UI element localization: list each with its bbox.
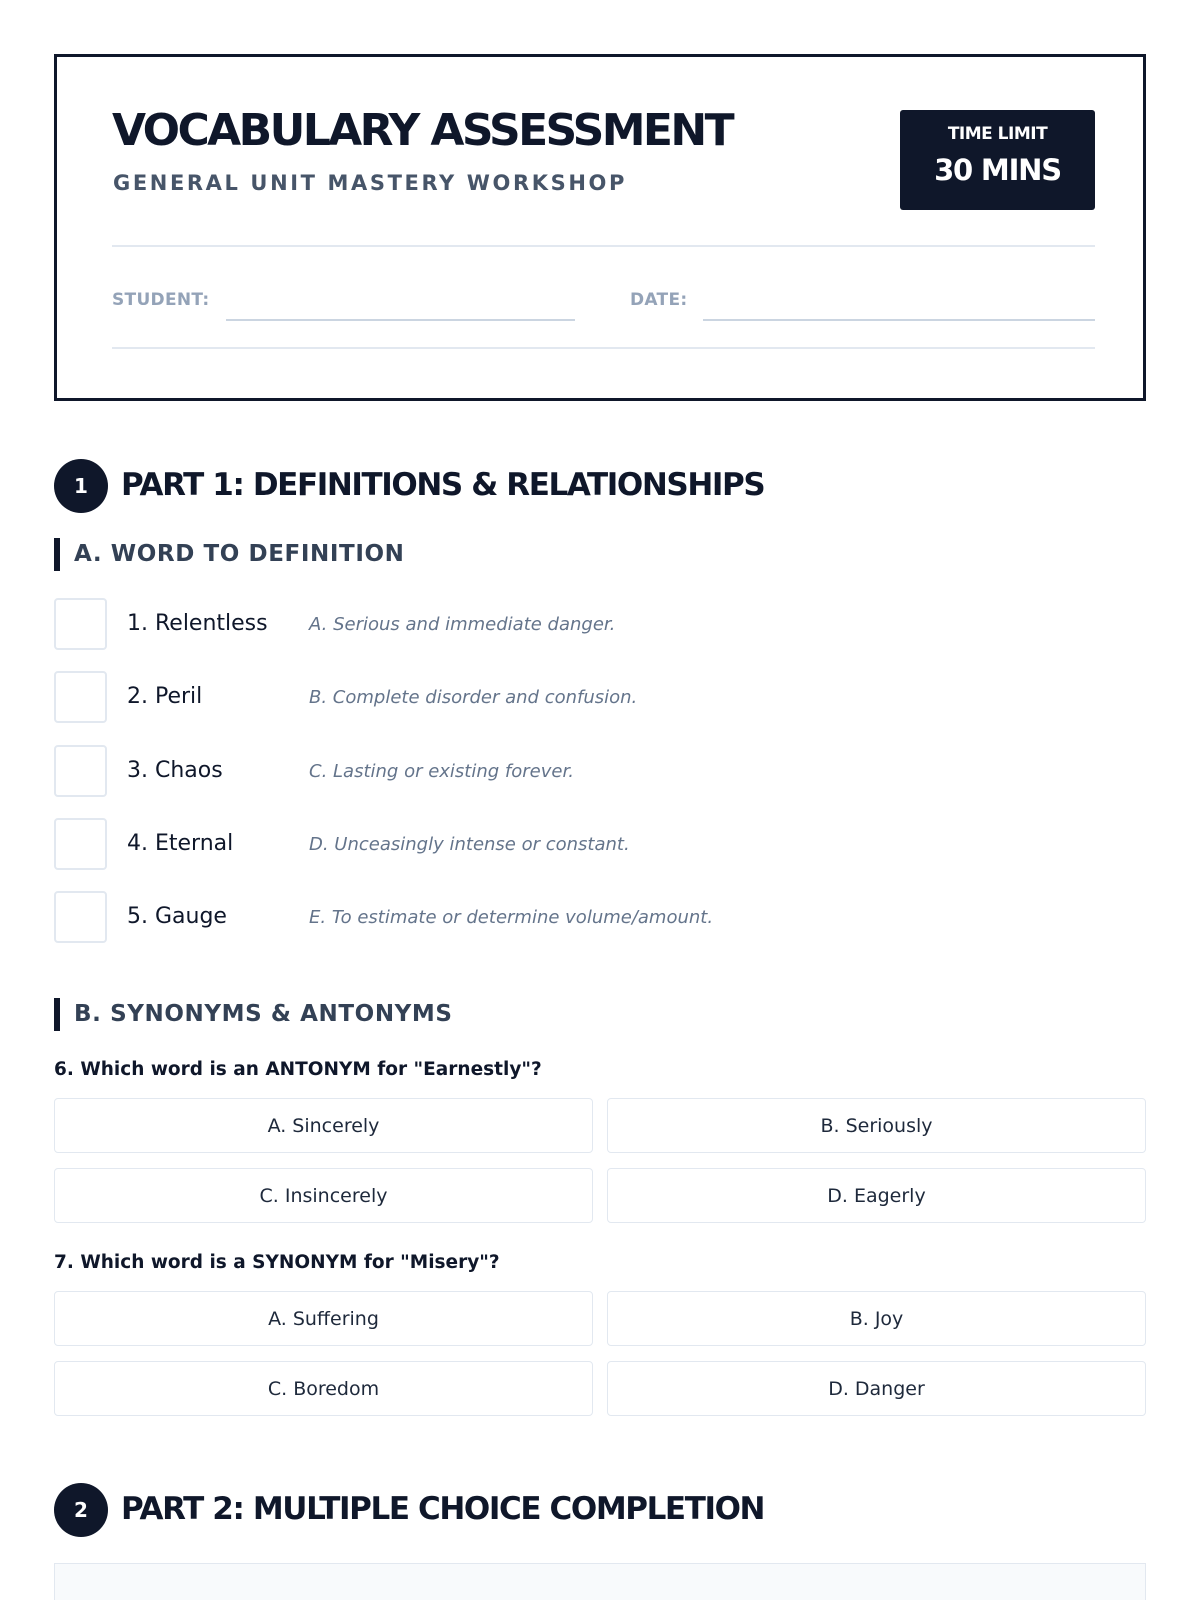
question-card-cutoff <box>54 1563 1146 1600</box>
section-b-accent-bar <box>54 998 60 1031</box>
matching-row <box>0 745 1200 799</box>
definition-text: B. Complete disorder and confusion. <box>309 687 638 708</box>
vocabulary-word: 2. Peril <box>127 684 203 709</box>
student-label: STUDENT: <box>112 290 210 310</box>
section-a-title: A. WORD TO DEFINITION <box>74 541 405 567</box>
question-7: 7. Which word is a SYNONYM for "Misery"? <box>54 1252 500 1273</box>
answer-box[interactable] <box>54 745 107 797</box>
time-limit-badge <box>900 110 1095 210</box>
definition-text: C. Lasting or existing forever. <box>309 761 574 782</box>
option-6b[interactable]: B. Seriously <box>607 1098 1146 1153</box>
date-field[interactable] <box>703 319 1095 321</box>
answer-box[interactable] <box>54 818 107 870</box>
option-7c[interactable]: C. Boredom <box>54 1361 593 1416</box>
part-1-number-badge: 1 <box>54 459 108 513</box>
date-label: DATE: <box>630 290 688 310</box>
vocabulary-word: 3. Chaos <box>127 758 223 783</box>
part-1-title: PART 1: DEFINITIONS & RELATIONSHIPS <box>121 467 765 503</box>
matching-row <box>0 891 1200 945</box>
matching-row <box>0 818 1200 872</box>
option-7b[interactable]: B. Joy <box>607 1291 1146 1346</box>
definition-text: A. Serious and immediate danger. <box>309 614 616 635</box>
part-2-title: PART 2: MULTIPLE CHOICE COMPLETION <box>121 1491 765 1527</box>
vocabulary-word: 4. Eternal <box>127 831 234 856</box>
matching-row <box>0 671 1200 725</box>
question-6: 6. Which word is an ANTONYM for "Earnestly"? <box>54 1059 542 1080</box>
page-subtitle: GENERAL UNIT MASTERY WORKSHOP <box>113 171 627 195</box>
section-b-title: B. SYNONYMS & ANTONYMS <box>74 1001 453 1027</box>
time-limit-value: 30 MINS <box>934 153 1061 187</box>
definition-text: E. To estimate or determine volume/amount. <box>309 907 714 928</box>
answer-box[interactable] <box>54 598 107 650</box>
answer-box[interactable] <box>54 671 107 723</box>
definition-text: D. Unceasingly intense or constant. <box>309 834 630 855</box>
header-card <box>54 54 1146 401</box>
option-6c[interactable]: C. Insincerely <box>54 1168 593 1223</box>
student-name-field[interactable] <box>226 319 575 321</box>
vocabulary-word: 5. Gauge <box>127 904 227 929</box>
option-6d[interactable]: D. Eagerly <box>607 1168 1146 1223</box>
option-6a[interactable]: A. Sincerely <box>54 1098 593 1153</box>
part-2-number-badge: 2 <box>54 1483 108 1537</box>
time-limit-label: TIME LIMIT <box>947 124 1048 144</box>
option-7a[interactable]: A. Suffering <box>54 1291 593 1346</box>
page-title: VOCABULARY ASSESSMENT <box>112 105 733 156</box>
answer-box[interactable] <box>54 891 107 943</box>
option-7d[interactable]: D. Danger <box>607 1361 1146 1416</box>
header-divider-top <box>112 245 1095 247</box>
matching-row <box>0 598 1200 652</box>
header-divider-bottom <box>112 347 1095 349</box>
section-a-accent-bar <box>54 538 60 571</box>
vocabulary-word: 1. Relentless <box>127 611 268 636</box>
